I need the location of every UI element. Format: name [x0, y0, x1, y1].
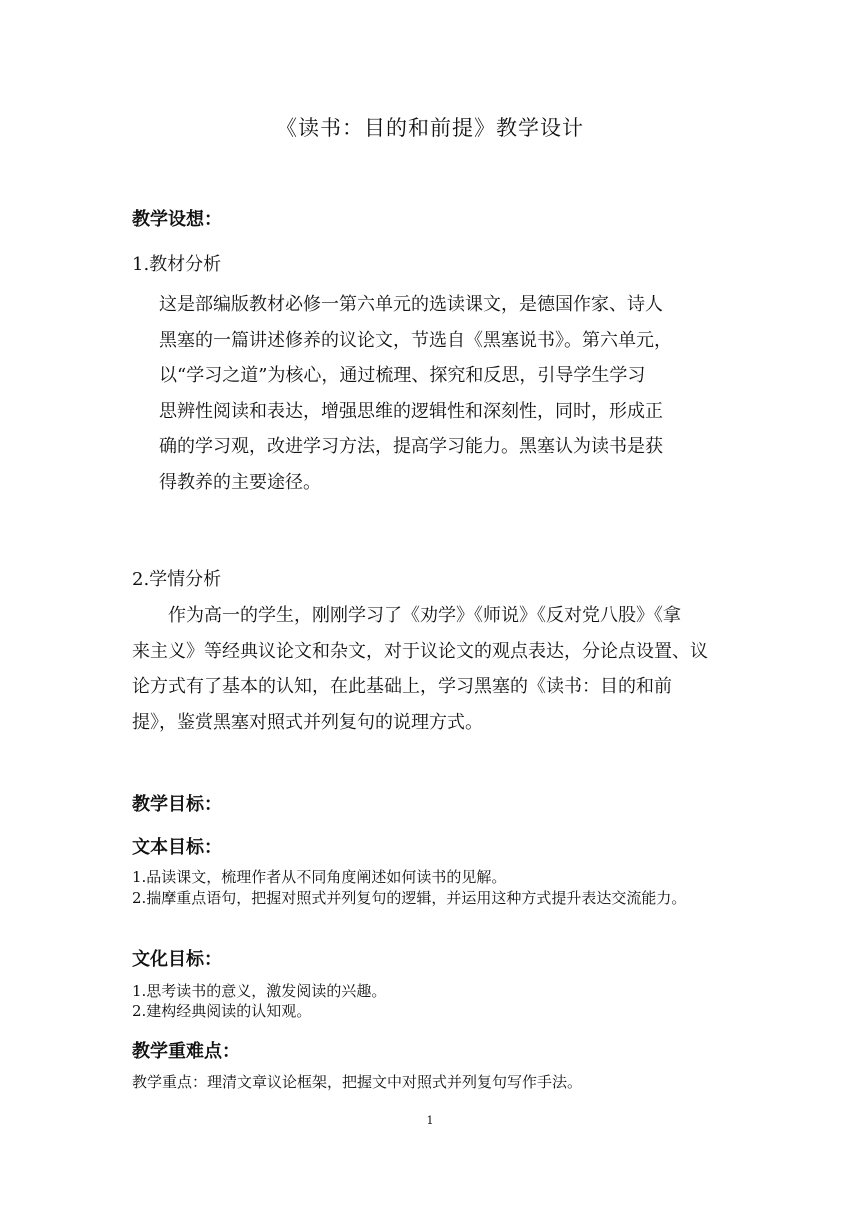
- culture-goal-2: 2.建构经典阅读的认知观。: [132, 1002, 312, 1020]
- key-point-text: 教学重点：理清文章议论框架，把握文中对照式并列复句写作手法。: [132, 1073, 583, 1091]
- text-line: 以“学习之道”为核心，通过梳理、探究和反思，引导学生学习: [159, 365, 646, 387]
- text-line: 黑塞的一篇讲述修养的议论文，节选自《黑塞说书》。第六单元，: [159, 329, 672, 351]
- text-line: 思辨性阅读和表达，增强思维的逻辑性和深刻性，同时，形成正: [159, 400, 663, 422]
- heading-key-points: 教学重难点：: [132, 1041, 240, 1062]
- subheading-student-analysis: 2.学情分析: [132, 569, 222, 590]
- text-line: 作为高一的学生，刚刚学习了《劝学》《师说》《反对党八股》《拿: [132, 605, 681, 626]
- text-line: 提》，鉴赏黑塞对照式并列复句的说理方式。: [132, 711, 483, 733]
- text-line: 得教养的主要途径。: [159, 471, 321, 493]
- text-line: 这是部编版教材必修一第六单元的选读课文，是德国作家、诗人: [159, 294, 663, 315]
- text-goal-2: 2.揣摩重点语句，把握对照式并列复句的逻辑，并运用这种方式提升表达交流能力。: [132, 889, 687, 907]
- heading-text-goals: 文本目标：: [132, 837, 222, 858]
- paragraph-student-analysis: [132, 598, 734, 740]
- document-title: 《读书：目的和前提》教学设计: [276, 116, 584, 140]
- subheading-material-analysis: 1.教材分析: [132, 254, 222, 275]
- paragraph-material-analysis: [159, 287, 734, 501]
- text-goal-1: 1.品读课文，梳理作者从不同角度阐述如何读书的见解。: [132, 868, 507, 886]
- page-number: 1: [426, 1114, 434, 1127]
- culture-goal-1: 1.思考读书的意义，激发阅读的兴趣。: [132, 982, 387, 1000]
- text-line: 来主义》等经典议论文和杂文，对于议论文的观点表达，分论点设置、议: [132, 640, 708, 662]
- text-line: 论方式有了基本的认知，在此基础上，学习黑塞的《读书：目的和前: [132, 676, 672, 698]
- heading-teaching-goals: 教学目标：: [132, 794, 222, 815]
- heading-culture-goals: 文化目标：: [132, 949, 222, 970]
- text-line: 确的学习观，改进学习方法，提高学习能力。黑塞认为读书是获: [159, 436, 663, 458]
- heading-teaching-design: 教学设想：: [132, 209, 222, 230]
